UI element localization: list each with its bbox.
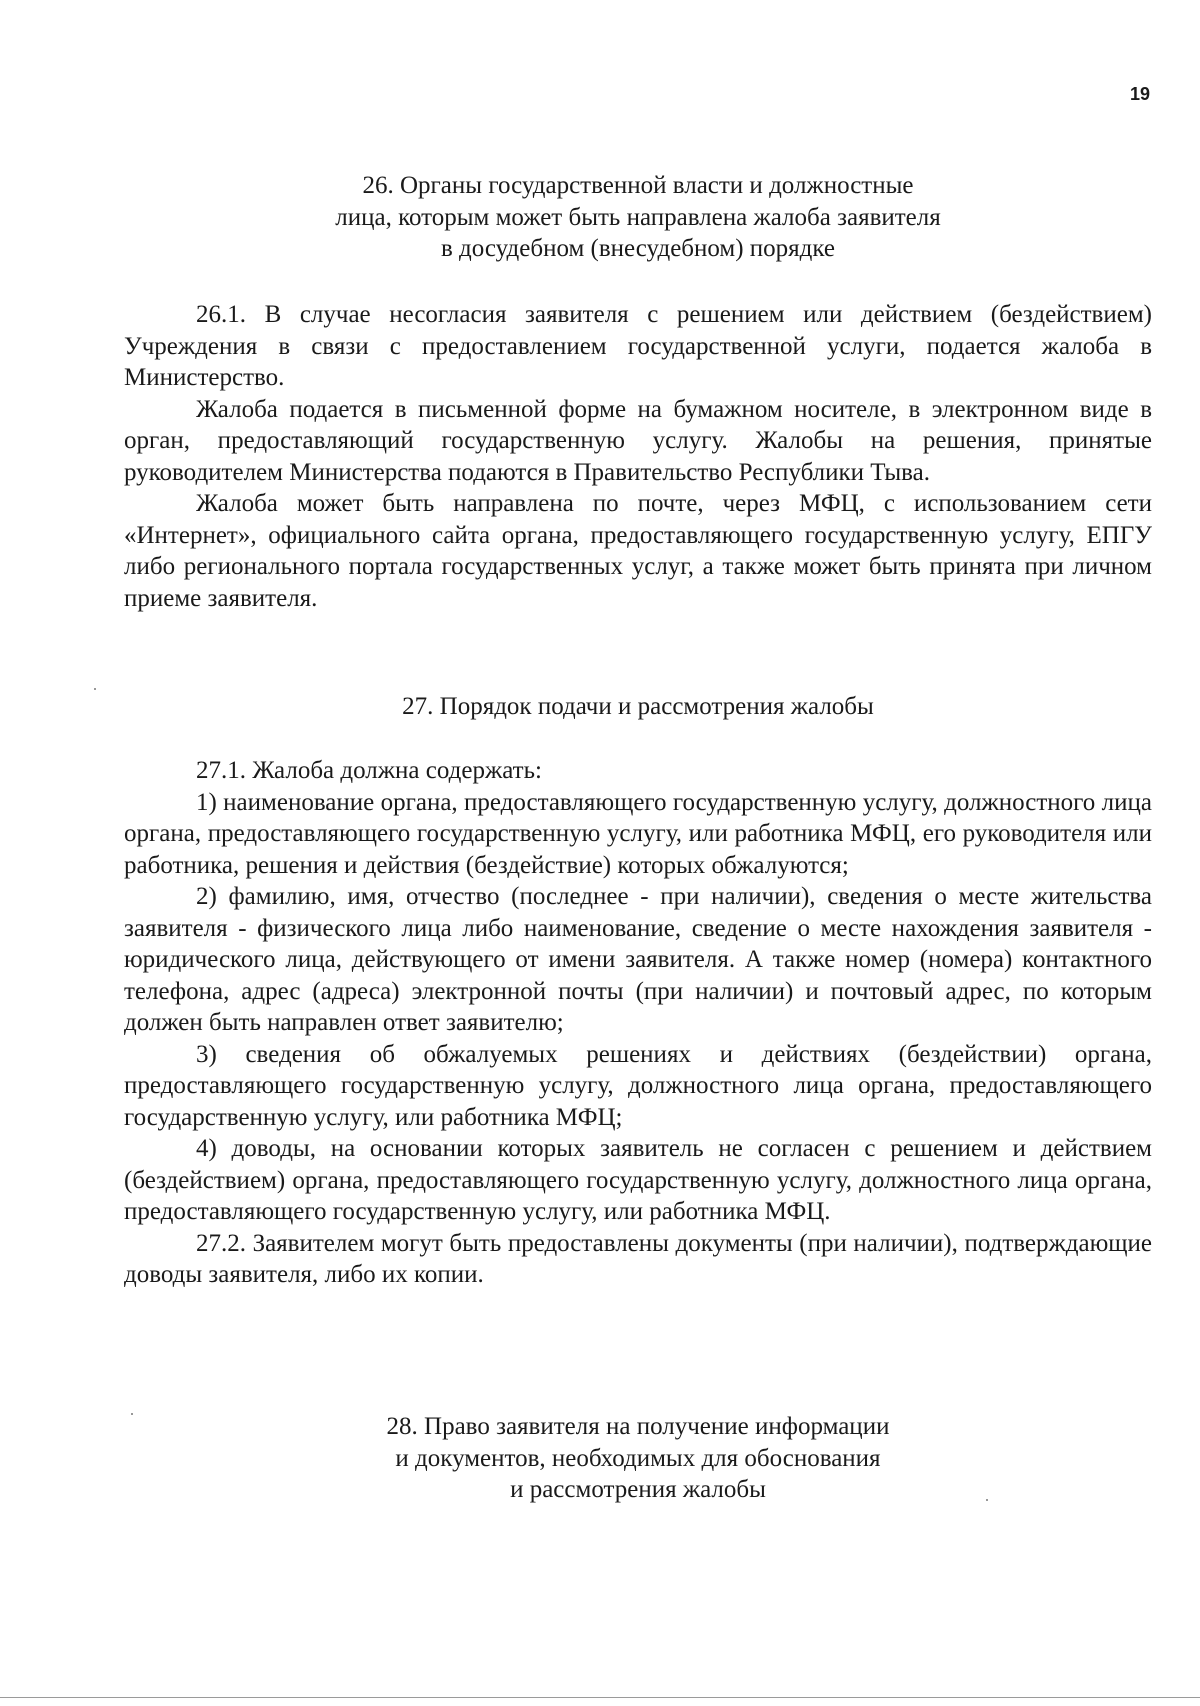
scan-speck [94, 688, 96, 690]
section-heading [124, 691, 1152, 723]
section-27-heading [124, 691, 1152, 723]
page-number: 19 [1129, 84, 1150, 104]
scan-speck [986, 1499, 988, 1501]
paragraph: 26.1. В случае несогласия заявителя с решением или действием (бездействием) Учреждения в связи с предоставлением государственной услуги, подается жалоба в Министерство. [124, 301, 1152, 391]
heading-line: лица, которым может быть направлена жалоба заявителя [335, 203, 941, 231]
section-heading [124, 170, 1152, 265]
heading-line: 28. Право заявителя на получение информации [386, 1413, 890, 1440]
section-heading [124, 1411, 1152, 1506]
heading-line: в досудебном (внесудебном) порядке [440, 235, 836, 262]
paragraph: 27.1. Жалоба должна содержать: [196, 757, 542, 784]
heading-line: 27. Порядок подачи и рассмотрения жалобы [402, 693, 874, 720]
paragraph: Жалоба подается в письменной форме на бумажном носителе, в электронном виде в орган, предоставляющий государственную услугу. Жалобы на решения, принятые руководителем Министерства подаются в Правительство Республики Тыва. [124, 395, 1152, 486]
paragraph: 1) наименование органа, предоставляющего государственную услугу, должностного лица органа, предоставляющего государственную услугу, или работника МФЦ, его руководителя или работника, решения и действия (бездействие) которых обжалуются; [124, 788, 1152, 879]
paragraph: 27.2. Заявителем могут быть предоставлены документы (при наличии), подтверждающие доводы заявителя, либо их копии. [124, 1229, 1152, 1288]
scan-edge-line [0, 1697, 1200, 1698]
paragraph: Жалоба может быть направлена по почте, через МФЦ, с использованием сети «Интернет», официального сайта органа, предоставляющего государственную услугу, ЕПГУ либо регионального портала государственных услуг, а также может быть принята при личном приеме заявителя. [124, 490, 1152, 612]
paragraph: 3) сведения об обжалуемых решениях и действиях (бездействии) органа, предоставляющего государственную услугу, должностного лица органа, предоставляющего государственную услугу, или работника МФЦ; [124, 1040, 1152, 1131]
heading-line: и документов, необходимых для обоснования [395, 1444, 881, 1472]
heading-line: 26. Органы государственной власти и должностные [362, 172, 914, 199]
heading-line: и рассмотрения жалобы [510, 1476, 766, 1503]
section-26-heading [124, 170, 1152, 265]
section-27-body [124, 755, 1152, 1291]
section-28-heading [124, 1411, 1152, 1506]
section-26-body [124, 299, 1152, 614]
paragraph: 2) фамилию, имя, отчество (последнее - при наличии), сведения о месте жительства заявителя - физического лица либо наименование, сведение о месте нахождения заявителя - юридического лица, действующего от имени заявителя. А также номер (номера) контактного телефона, адрес (адреса) электронной почты (при наличии) и почтовый адрес, по которым должен быть направлен ответ заявителю; [124, 883, 1152, 1036]
paragraph: 4) доводы, на основании которых заявитель не согласен с решением и действием (бездействием) органа, предоставляющего государственную услугу, должностного лица органа, предоставляющего государственную услугу, или работника МФЦ. [124, 1135, 1152, 1225]
scan-speck [131, 1413, 133, 1415]
